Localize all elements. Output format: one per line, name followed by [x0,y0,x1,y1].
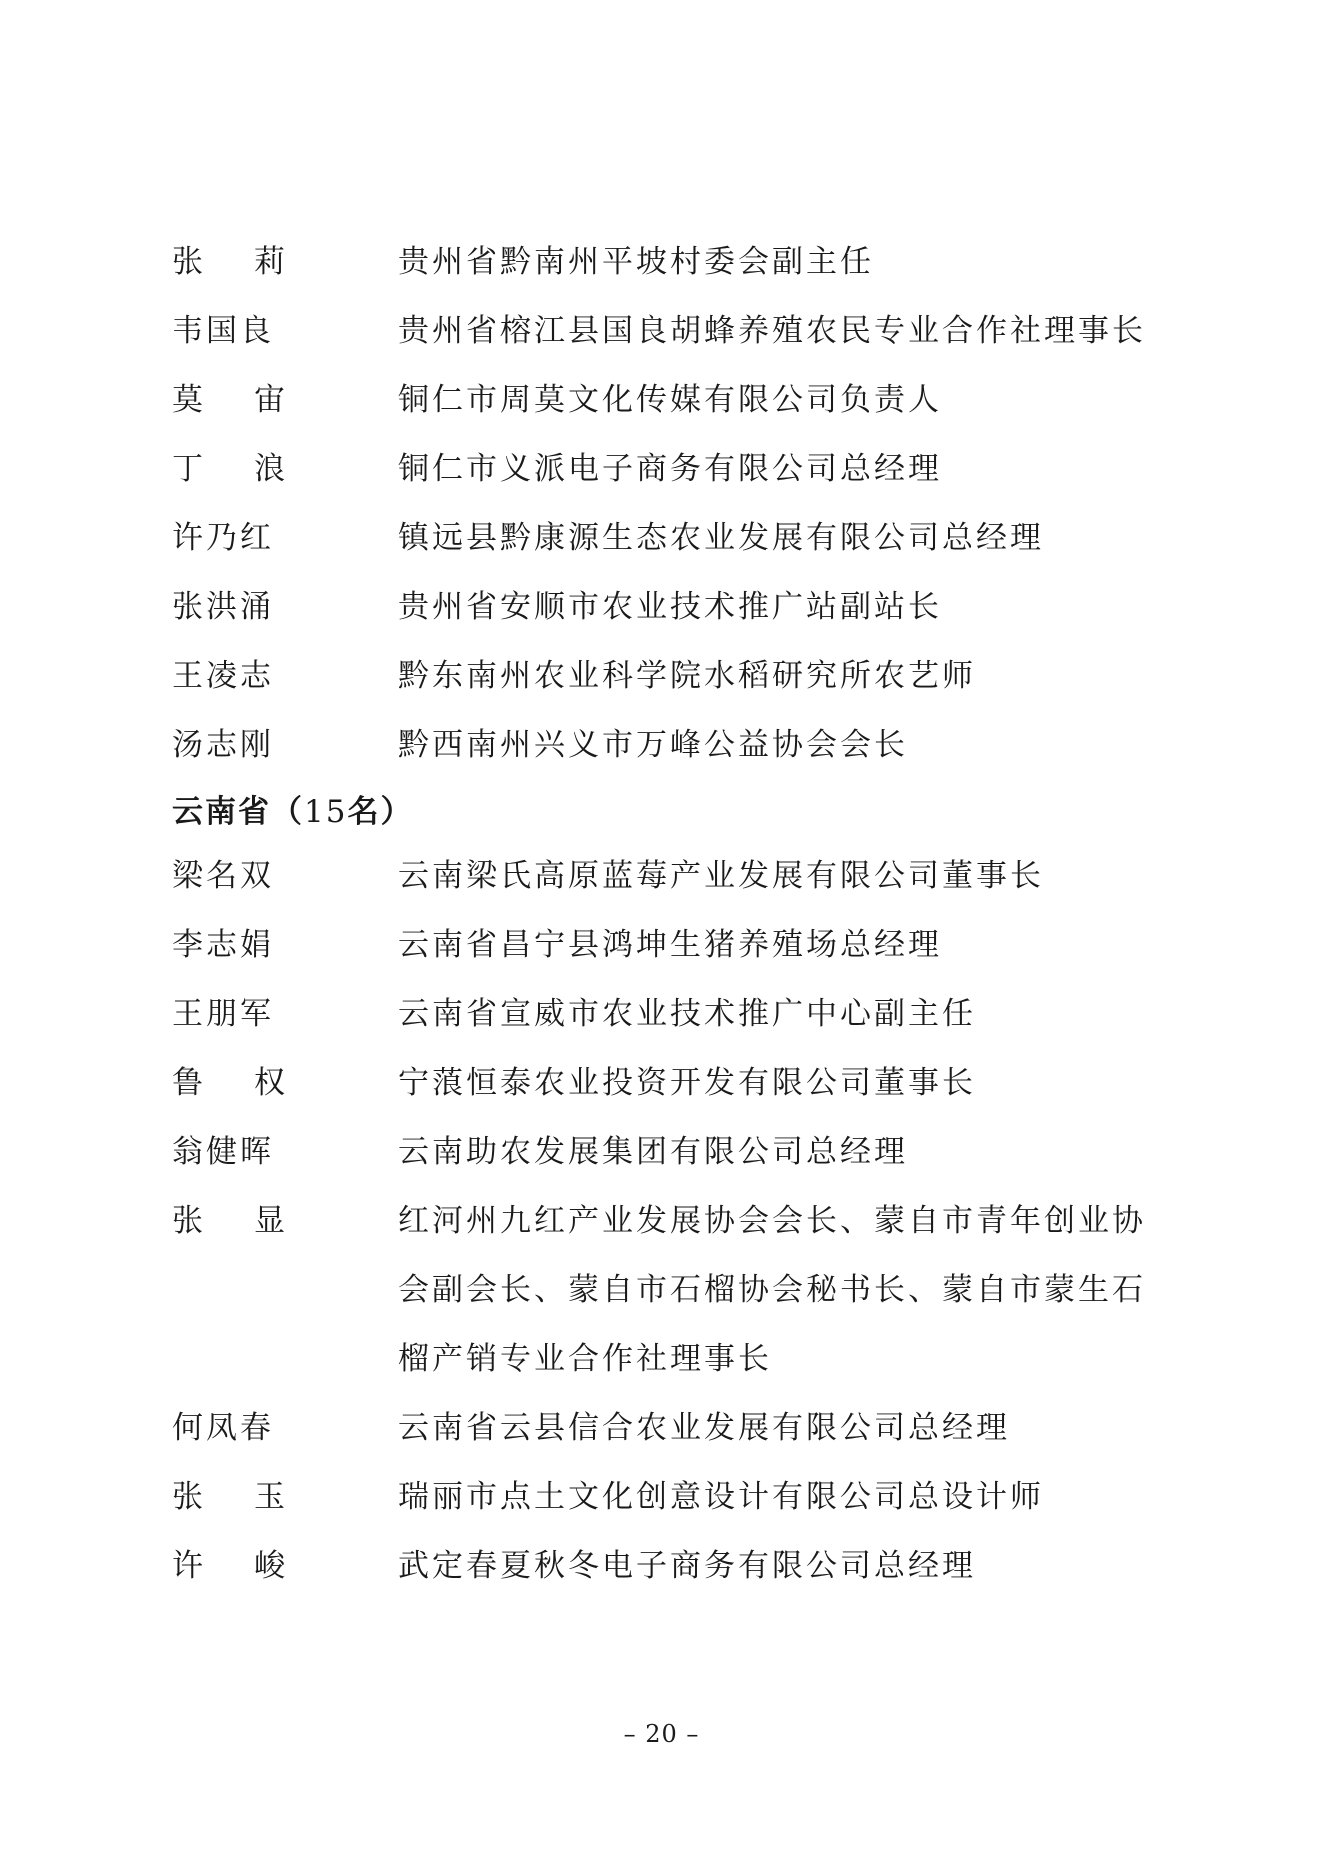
list-item [172,366,1172,435]
person-title: 黔东南州农业科学院水稻研究所农艺师 [398,658,976,694]
person-name: 张 莉 [172,244,288,280]
person-name: 莫 宙 [172,382,288,418]
list-item [172,297,1172,366]
person-name: 王凌志 [172,658,274,694]
person-name: 汤志刚 [172,727,274,763]
list-item [172,435,1172,504]
list-item [172,1187,1172,1394]
list-item [172,1463,1172,1532]
list-item [172,980,1172,1049]
person-title: 贵州省安顺市农业技术推广站副站长 [398,589,942,625]
person-title: 云南梁氏高原蓝莓产业发展有限公司董事长 [398,858,1044,894]
list-item [172,642,1172,711]
person-title: 贵州省黔南州平坡村委会副主任 [398,244,874,280]
person-title: 红河州九红产业发展协会会长、蒙自市青年创业协会副会长、蒙自市石榴协会秘书长、蒙自市蒙生石榴产销专业合作社理事长 [398,1203,1146,1377]
person-title: 云南省云县信合农业发展有限公司总经理 [398,1410,1010,1446]
person-name: 许 峻 [172,1548,288,1584]
list-item [172,842,1172,911]
page-number: – 20 – [623,1720,700,1748]
person-title: 贵州省榕江县国良胡蜂养殖农民专业合作社理事长 [398,313,1146,349]
list-item [172,573,1172,642]
person-title: 武定春夏秋冬电子商务有限公司总经理 [398,1548,976,1584]
person-name: 何凤春 [172,1410,274,1446]
list-item [172,1049,1172,1118]
person-name: 张 玉 [172,1479,288,1515]
person-title: 瑞丽市点土文化创意设计有限公司总设计师 [398,1479,1044,1515]
person-title: 云南省宣威市农业技术推广中心副主任 [398,996,976,1032]
section-heading-yunnan: 云南省（15名） [172,794,414,830]
list-item [172,711,1172,780]
person-name: 鲁 权 [172,1065,288,1101]
person-title: 铜仁市义派电子商务有限公司总经理 [398,451,942,487]
person-title: 云南助农发展集团有限公司总经理 [398,1134,908,1170]
list-item [172,504,1172,573]
person-name: 李志娟 [172,927,274,963]
list-item [172,911,1172,980]
list-item [172,1118,1172,1187]
person-title: 镇远县黔康源生态农业发展有限公司总经理 [398,520,1044,556]
person-title: 铜仁市周莫文化传媒有限公司负责人 [398,382,942,418]
person-name: 许乃红 [172,520,274,556]
list-item [172,1394,1172,1463]
person-title: 黔西南州兴义市万峰公益协会会长 [398,727,908,763]
person-name: 张 显 [172,1203,288,1239]
person-name: 韦国良 [172,313,274,349]
person-name: 王朋军 [172,996,274,1032]
person-name: 张洪涌 [172,589,274,625]
person-title: 云南省昌宁县鸿坤生猪养殖场总经理 [398,927,942,963]
list-item [172,1532,1172,1601]
person-name: 翁健晖 [172,1134,274,1170]
person-name: 丁 浪 [172,451,288,487]
name-list [172,228,1172,1601]
person-title: 宁蒗恒泰农业投资开发有限公司董事长 [398,1065,976,1101]
list-item [172,228,1172,297]
person-name: 梁名双 [172,858,274,894]
